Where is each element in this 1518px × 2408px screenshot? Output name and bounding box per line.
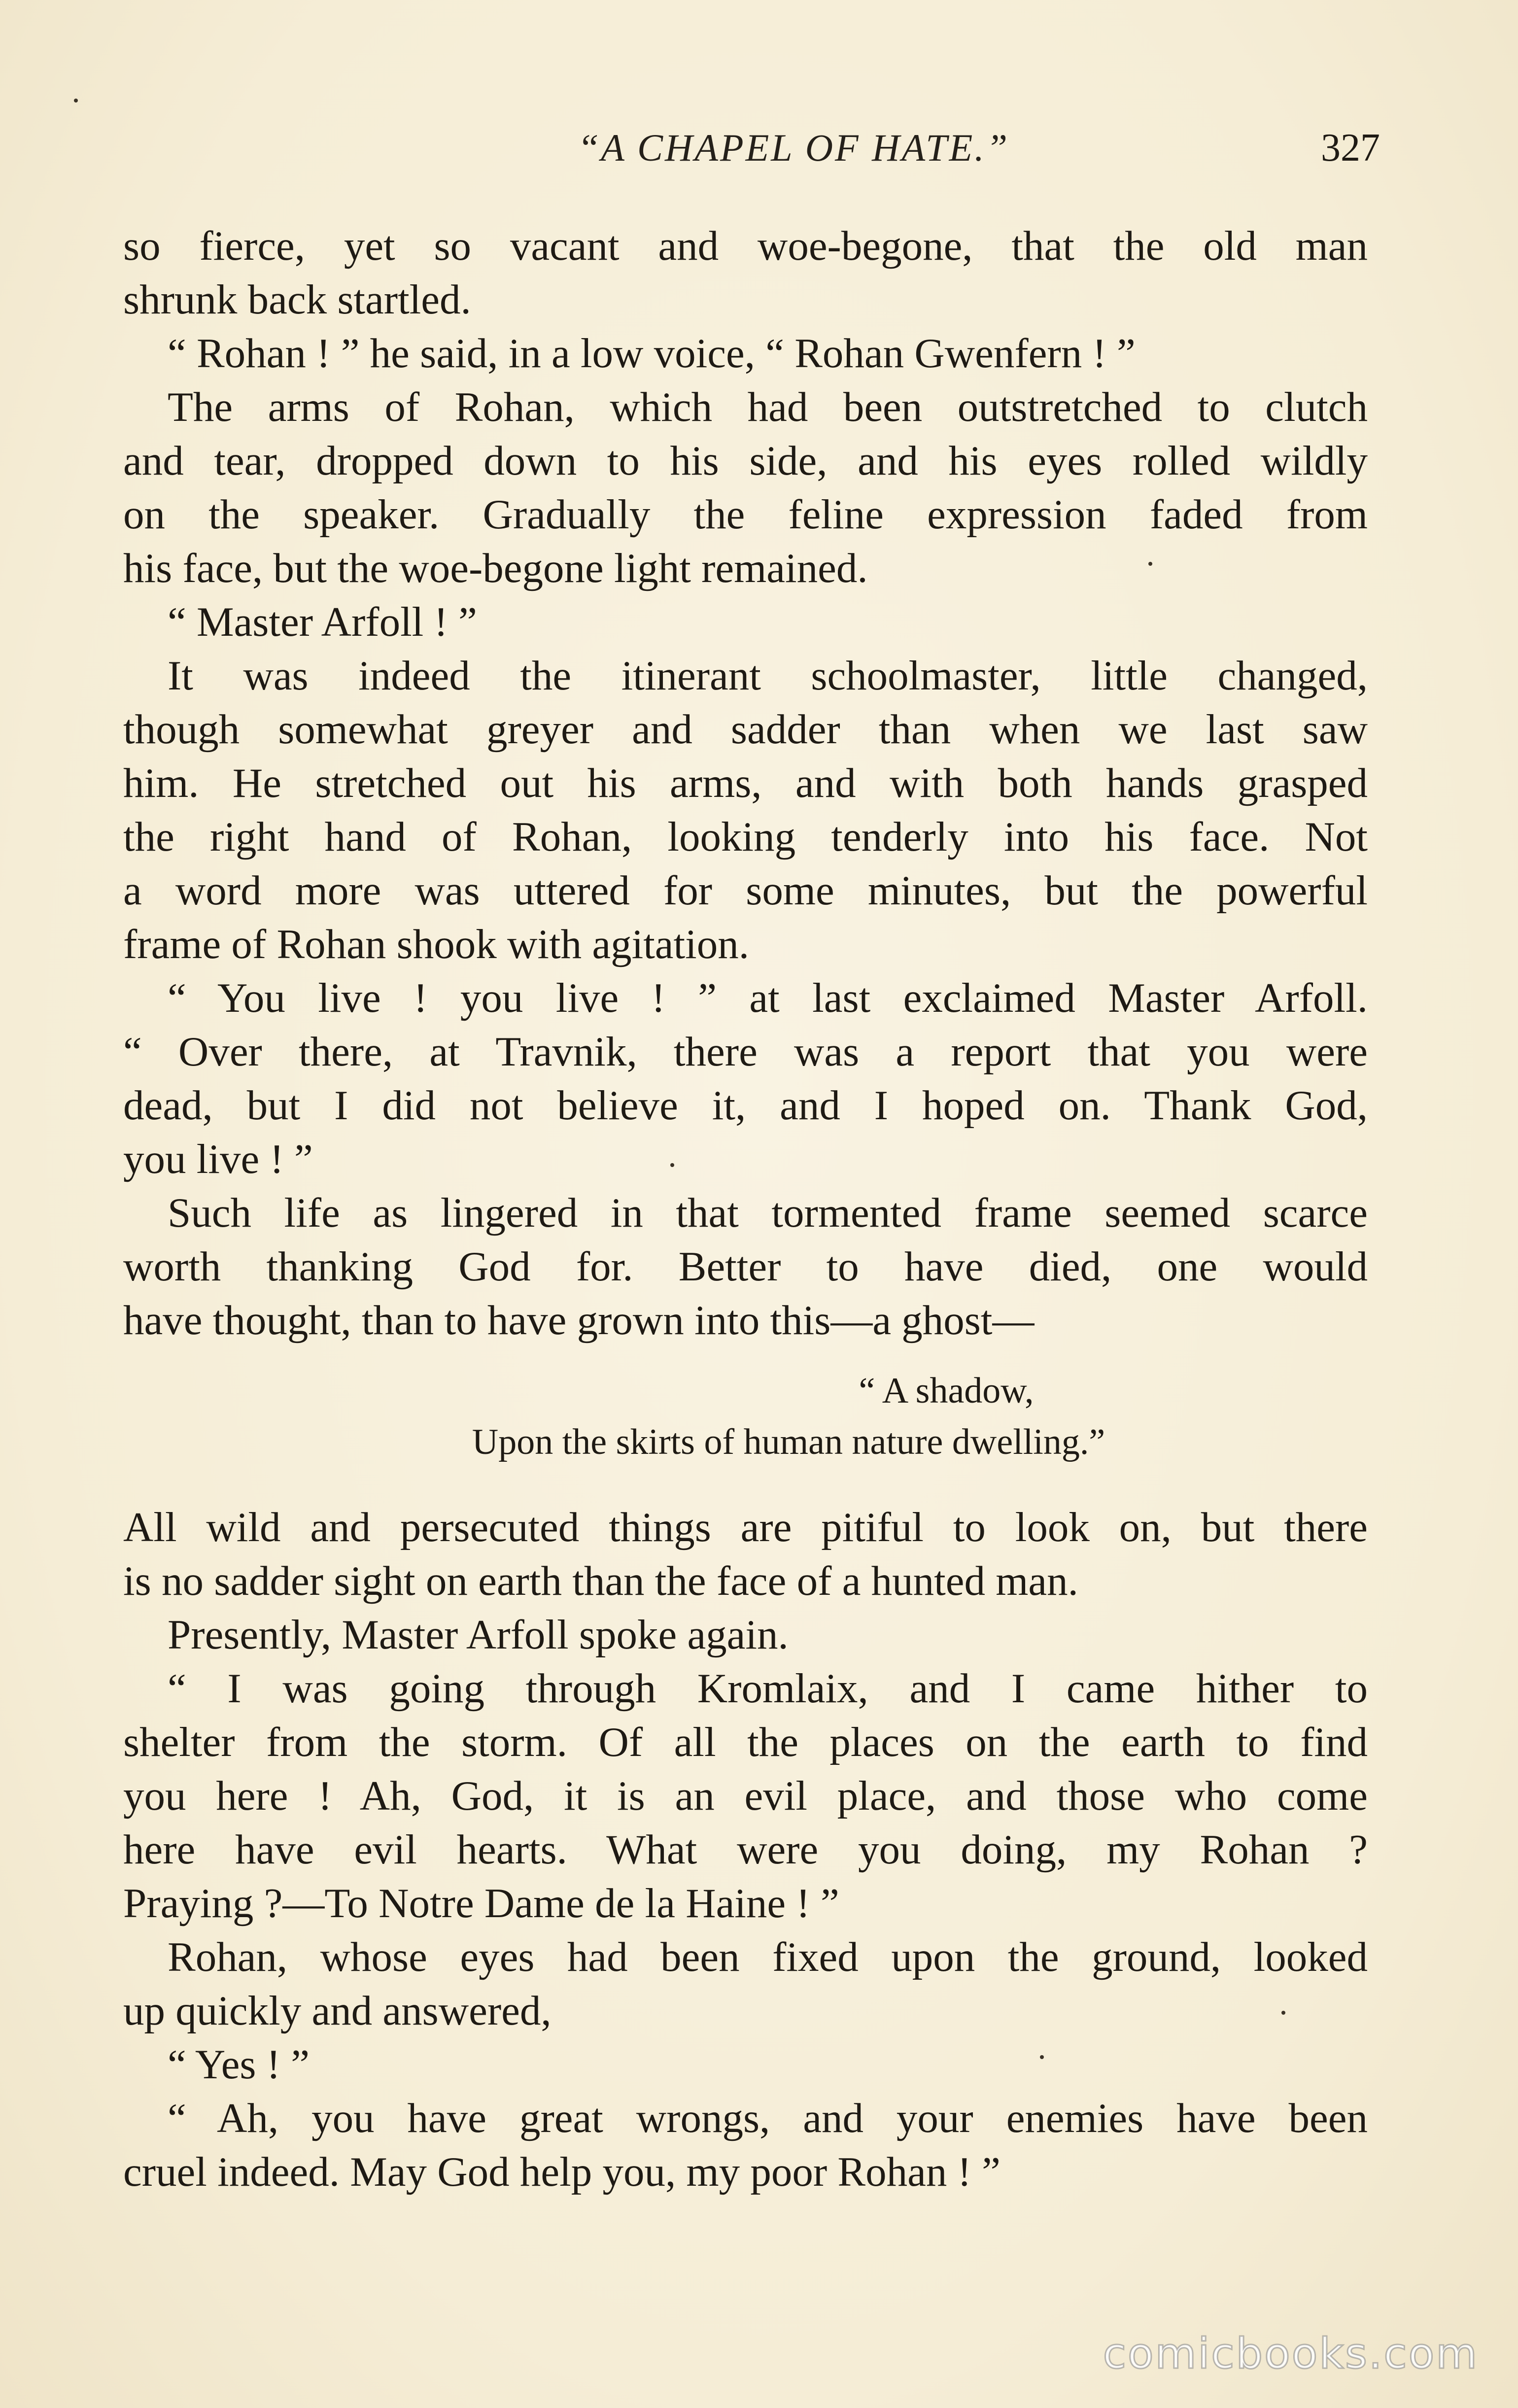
body-text-top xyxy=(123,219,1368,1347)
text-line: have thought, than to have grown into this—a ghost— xyxy=(123,1297,1035,1343)
text-line: cruel indeed. May God help you, my poor Rohan ! ” xyxy=(123,2149,1000,2195)
text-line: All wild and persecuted things are pitiful to look on, but there xyxy=(123,1504,1368,1550)
text-line: on the speaker. Gradually the feline expression faded from xyxy=(123,491,1368,538)
paper-speck xyxy=(670,1163,674,1167)
text-line: shelter from the storm. Of all the places on the earth to find xyxy=(123,1719,1368,1765)
text-line: dead, but I did not believe it, and I hoped on. Thank God, xyxy=(123,1082,1368,1129)
quotation-line-2: Upon the skirts of human nature dwelling.” xyxy=(472,1422,1105,1462)
text-line: “ Yes ! ” xyxy=(168,2041,310,2088)
text-line: a word more was uttered for some minutes, but the powerful xyxy=(123,867,1368,914)
text-line: Presently, Master Arfoll spoke again. xyxy=(168,1612,789,1658)
text-line: here have evil hearts. What were you doing, my Rohan ? xyxy=(123,1826,1368,1873)
text-line: his face, but the woe-begone light remained. xyxy=(123,545,868,591)
text-line: “ You live ! you live ! ” at last exclaimed Master Arfoll. xyxy=(168,975,1368,1021)
text-line: so fierce, yet so vacant and woe-begone, that the old man xyxy=(123,223,1368,269)
text-line: worth thanking God for. Better to have died, one would xyxy=(123,1243,1368,1290)
text-line: “ I was going through Kromlaix, and I came hither to xyxy=(168,1665,1368,1712)
text-line: Praying ?—To Notre Dame de la Haine ! ” xyxy=(123,1880,839,1926)
text-line: “ Master Arfoll ! ” xyxy=(168,599,477,645)
poetry-quotation xyxy=(296,1365,1281,1468)
text-line: him. He stretched out his arms, and with both hands grasped xyxy=(123,760,1368,806)
quotation-line-1: “ A shadow, xyxy=(859,1371,1034,1411)
text-line: shrunk back startled. xyxy=(123,276,471,323)
paper-speck xyxy=(1040,2055,1044,2059)
page-number: 327 xyxy=(1321,126,1380,170)
paper-speck xyxy=(74,99,78,103)
watermark-logo: comicbooks.com xyxy=(1103,2329,1479,2378)
running-head: “A CHAPEL OF HATE.” xyxy=(577,126,1010,169)
text-line: The arms of Rohan, which had been outstretched to clutch xyxy=(168,384,1368,430)
body-text-bottom xyxy=(123,1501,1368,2199)
text-line: “ Over there, at Travnik, there was a report that you were xyxy=(123,1029,1368,1075)
text-line: “ Rohan ! ” he said, in a low voice, “ Rohan Gwenfern ! ” xyxy=(168,330,1136,377)
text-line: “ Ah, you have great wrongs, and your enemies have been xyxy=(168,2095,1368,2141)
text-line: frame of Rohan shook with agitation. xyxy=(123,921,750,967)
text-line: is no sadder sight on earth than the face of a hunted man. xyxy=(123,1558,1078,1604)
text-line: Such life as lingered in that tormented frame seemed scarce xyxy=(168,1190,1368,1236)
text-line: Rohan, whose eyes had been fixed upon the ground, looked xyxy=(168,1934,1368,1980)
paper-speck xyxy=(1148,562,1152,566)
paper-speck xyxy=(1281,2011,1285,2015)
text-line: the right hand of Rohan, looking tenderly into his face. Not xyxy=(123,814,1368,860)
text-line: It was indeed the itinerant schoolmaster, little changed, xyxy=(168,653,1368,699)
text-line: and tear, dropped down to his side, and his eyes rolled wildly xyxy=(123,438,1368,484)
text-line: you here ! Ah, God, it is an evil place, and those who come xyxy=(123,1773,1368,1819)
text-line: up quickly and answered, xyxy=(123,1988,552,2034)
text-line: though somewhat greyer and sadder than when we last saw xyxy=(123,706,1368,753)
text-line: you live ! ” xyxy=(123,1136,313,1182)
